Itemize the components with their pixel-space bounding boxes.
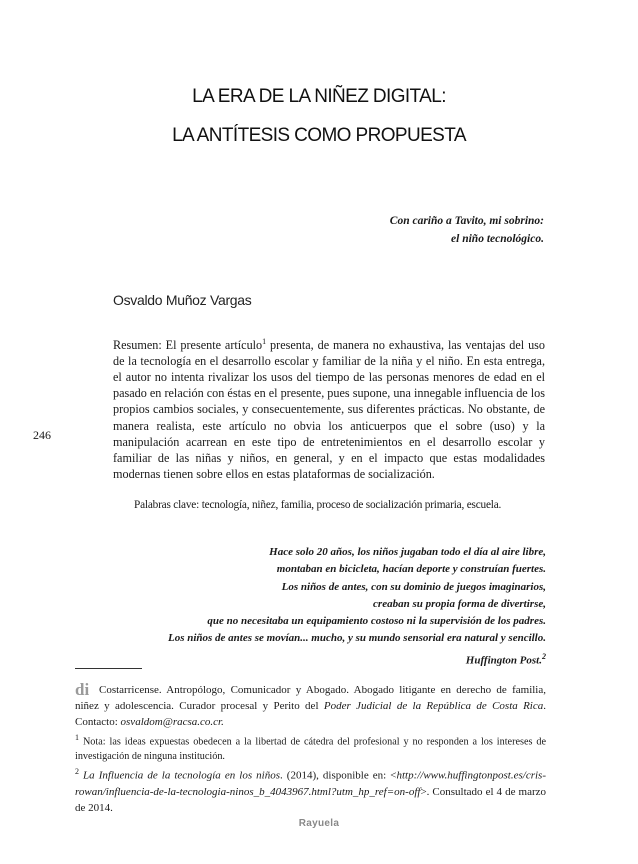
footnote-ref-1[interactable]: 1	[262, 337, 267, 346]
footnote-1-marker: 1	[75, 733, 79, 742]
quote-line-5: que no necesitaba un equipamiento costoso ni la supervisión de los padres.	[207, 615, 546, 628]
author-bio	[75, 682, 546, 730]
quote-line-4: creaban su propia forma de divertirse,	[373, 597, 546, 610]
journal-logo-icon	[75, 682, 97, 696]
journal-brand-footer: Rayuela	[298, 818, 340, 829]
bio-institution: Poder Judicial de la República de Costa Rica	[323, 700, 544, 712]
footnote-2-marker: 2	[75, 767, 79, 777]
footnote-1-text: Nota: las ideas expuestas obedecen a la libertad de cátedra del profesional y no responden a los intereses de investigación de ninguna institución.	[75, 736, 546, 763]
abstract	[113, 334, 545, 482]
dedication	[390, 212, 544, 248]
page-number: 246	[33, 428, 51, 442]
bio-contact-label: . Contacto:	[75, 700, 546, 728]
footnote-2	[75, 764, 546, 816]
keywords-text: : tecnología, niñez, familia, proceso de socialización primaria, escuela.	[196, 499, 502, 511]
abstract-text-b: presenta, de manera no exhaustiva, las ventajas del uso de la tecnología en el desarrollo escolar y familiar de la niña y el niño. En esta entrega, el autor no intenta rivalizar los usos del tiempo de las personas menores de edad en el pasado en relación con éstas en el presente, pues supone, una innegable influencia de los propios cambios sociales, y consecuentemente, sus diferentes prácticas. No obstante, de manera realista, este artículo no obvia los anticuerpos que el sobre (uso) y la manipulación acarrean en este tipo de entretenimientos en el desarrollo escolar y familiar de las niñas y niños, en general, y en el impacto que estas modalidades modernas tienen sobre ellos en estas plataformas de socialización.	[113, 338, 545, 481]
footnote-ref-2[interactable]: 2	[542, 651, 546, 661]
quote-line-6: Los niños de antes se movían... mucho, y su mundo sensorial era natural y sencillo.	[167, 632, 546, 645]
quote-line-2: montaban en bicicleta, hacían deporte y construían fuertes.	[276, 563, 546, 576]
bio-email[interactable]: osvaldom@racsa.co.cr.	[120, 716, 224, 728]
svg-text:di: di	[75, 682, 90, 696]
quote-source: Huffington Post.$^2$	[465, 651, 546, 667]
keywords	[134, 499, 501, 511]
footnote-2-title: La Influencia de la tecnología en los niños	[83, 770, 280, 783]
quote-line-3: Los niños de antes, con su dominio de juegos imaginarios,	[281, 580, 546, 593]
epigraph-quote	[168, 544, 546, 670]
quote-source-name: Huffington Post	[465, 654, 540, 667]
author-name: Osvaldo Muñoz Vargas	[113, 292, 252, 308]
bio-text: Costarricense. Antropólogo, Comunicador y Abogado. Abogado litigante en derecho de familia, niñez y adolescencia. Curador procesal y Perito del	[75, 684, 546, 712]
abstract-text-a: : El presente artículo	[158, 338, 263, 353]
footnotes	[75, 682, 546, 816]
footnote-2-text: . (2014), disponible en: <	[279, 770, 397, 783]
abstract-label: Resumen	[113, 338, 159, 353]
dedication-line-2: el niño tecnológico.	[451, 233, 544, 245]
keywords-label: Palabras clave	[134, 499, 197, 511]
footnote-1	[75, 730, 546, 764]
footnote-divider	[75, 668, 142, 669]
article-title-line-1: LA ERA DE LA NIÑEZ DIGITAL:	[192, 86, 446, 107]
quote-line-1: Hace solo 20 años, los niños jugaban todo el día al aire libre,	[269, 546, 546, 558]
article-title-line-2: LA ANTÍTESIS COMO PROPUESTA	[172, 125, 466, 146]
footnote-2-url[interactable]: http://www.huffingtonpost.es/cris-rowan/influencia-de-la-tecnologia-ninos_b_4043967.html?utm_hp_ref=on-off	[75, 770, 546, 799]
dedication-line-1: Con cariño a Tavito, mi sobrino:	[389, 215, 544, 227]
footnote-2-end: >. Consultado el 4 de marzo de 2014.	[75, 786, 546, 815]
